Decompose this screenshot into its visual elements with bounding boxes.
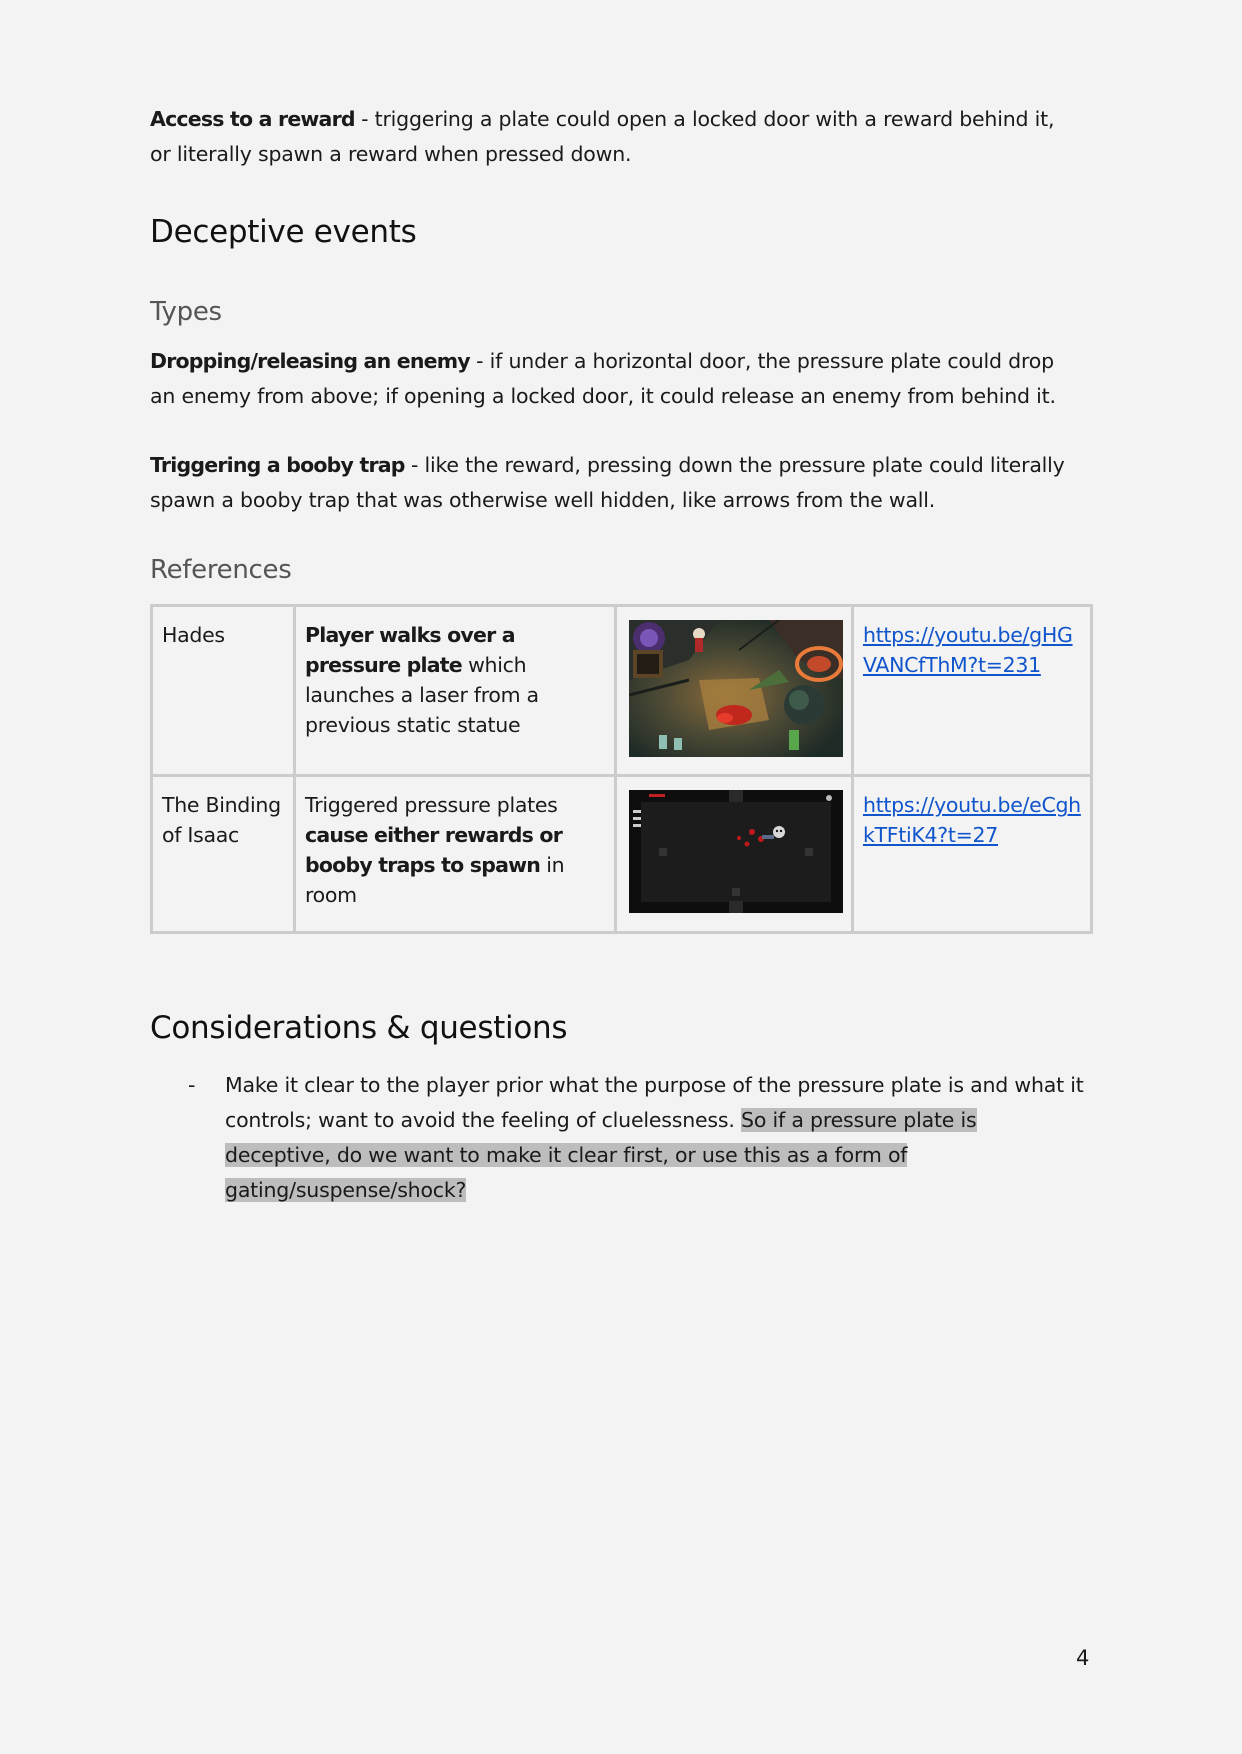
- description-pre: Triggered pressure plates: [305, 793, 558, 817]
- page-number: 4: [1076, 1646, 1090, 1670]
- link-cell: [853, 776, 1092, 933]
- description-text: in room: [305, 853, 565, 907]
- table-row: [152, 606, 1092, 776]
- references-table: [150, 604, 1093, 934]
- considerations-heading: Considerations & questions: [150, 1010, 568, 1046]
- hades-screenshot-image: [629, 620, 843, 757]
- bullet-marker: -: [188, 1073, 196, 1097]
- screenshot-cell: [616, 606, 853, 776]
- booby-trap-text: - like the reward, pressing down the pressure plate could literally spawn a booby trap that was otherwise well hidden, like arrows from the wall.: [150, 453, 1065, 512]
- access-reward-paragraph: [150, 102, 1080, 172]
- deceptive-events-heading: Deceptive events: [150, 214, 417, 250]
- bullet-text: Make it clear to the player prior what the purpose of the pressure plate is and what it controls; want to avoid the feeling of cluelessness.: [225, 1073, 1084, 1132]
- access-reward-text: - triggering a plate could open a locked door with a reward behind it, or literally spawn a reward when pressed down.: [150, 107, 1055, 166]
- booby-trap-paragraph: [150, 448, 1090, 518]
- game-name-cell: [152, 776, 295, 933]
- booby-trap-label: Triggering a booby trap: [150, 453, 405, 477]
- types-heading: Types: [150, 297, 222, 327]
- access-reward-label: Access to a reward: [150, 107, 355, 131]
- table-row: [152, 776, 1092, 933]
- description-bold: Player walks over a pressure plate: [305, 623, 515, 677]
- link-cell: [853, 606, 1092, 776]
- youtube-link[interactable]: https://youtu.be/eCghkTFtiK4?t=27: [863, 793, 1081, 847]
- description-bold: cause either rewards or booby traps to spawn: [305, 823, 562, 877]
- dropping-enemy-text: - if under a horizontal door, the pressure plate could drop an enemy from above; if opening a locked door, it could release an enemy from behind it.: [150, 349, 1056, 408]
- bullet-item: [225, 1068, 1085, 1208]
- screenshot-cell: [616, 776, 853, 933]
- youtube-link[interactable]: https://youtu.be/gHGVANCfThM?t=231: [863, 623, 1073, 677]
- game-name-cell: [152, 606, 295, 776]
- game-name: The Binding of Isaac: [162, 793, 281, 847]
- dropping-enemy-label: Dropping/releasing an enemy: [150, 349, 470, 373]
- description-cell: [295, 776, 616, 933]
- game-name: Hades: [162, 623, 225, 647]
- description-cell: [295, 606, 616, 776]
- binding-of-isaac-screenshot-image: [629, 790, 843, 913]
- highlighted-question: So if a pressure plate is deceptive, do we want to make it clear first, or use this as a form of gating/suspense/shock?: [225, 1108, 977, 1202]
- description-text: which launches a laser from a previous static statue: [305, 653, 539, 737]
- references-heading: References: [150, 555, 292, 585]
- dropping-enemy-paragraph: [150, 344, 1080, 414]
